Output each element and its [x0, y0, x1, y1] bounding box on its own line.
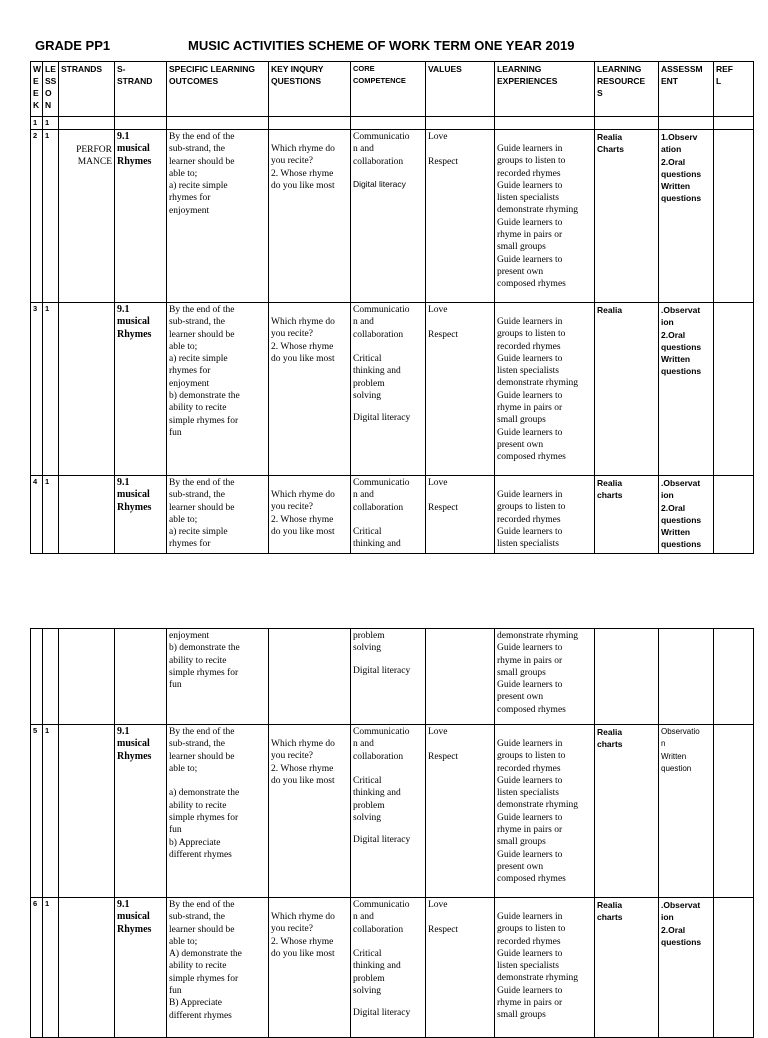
questions-cell: Which rhyme do you recite? 2. Whose rhyme do you like most — [269, 303, 351, 476]
experiences-cell: Guide learners in groups to listen to recorded rhymes Guide learners to listen specialists demonstrate rhyming Guide learners to rhyme in pairs or small groups Guide learners to present own composed rhymes — [495, 130, 595, 303]
table-row — [31, 130, 754, 303]
resources-cell: Realia — [595, 303, 659, 476]
scheme-table — [30, 61, 754, 554]
scheme-table-continued — [30, 628, 754, 1038]
outcomes-cell: By the end of the sub-strand, the learner should be able to; a) recite simple rhymes for enjoyment b) demonstrate the ability to recite simple rhymes for fun — [167, 303, 269, 476]
competence-primary: Communicatio n and collaboration Critical thinking and problem solving — [353, 305, 410, 402]
experiences-cell: Guide learners in groups to listen to recorded rhymes Guide learners to listen specialists demonstrate rhyming Guide learners to rhyme in pairs or small groups Guide learners to present own composed rhymes — [495, 303, 595, 476]
strand-cell — [59, 898, 115, 1038]
assessment-cell: 1.Observ ation 2.Oral questions Written questions — [659, 130, 714, 303]
resources-cell: Realia charts — [595, 725, 659, 898]
experiences-cell: Guide learners in groups to listen to recorded rhymes Guide learners to listen specialists — [495, 476, 595, 554]
competence-digital: Digital literacy — [353, 835, 411, 846]
outcomes-cell: By the end of the sub-strand, the learner should be able to; a) demonstrate the ability to recite simple rhymes for fun b) Appreciate different rhymes — [167, 725, 269, 898]
values-cell: Love Respect — [426, 898, 495, 1038]
col-header-competence: CORE COMPETENCE — [351, 62, 426, 117]
table-row — [31, 629, 754, 725]
col-header-assessment: ASSESSM ENT — [659, 62, 714, 117]
strand-cell — [59, 476, 115, 554]
resources-cell: Realia charts — [595, 476, 659, 554]
outcomes-cell: By the end of the sub-strand, the learner should be able to; A) demonstrate the ability to recite simple rhymes for fun B) Appreciate different rhymes — [167, 898, 269, 1038]
week-cell: 3 — [31, 303, 43, 476]
table-row — [31, 898, 754, 1038]
assessment-cell: .Observat ion 2.Oral questions Written questions — [659, 476, 714, 554]
page-gap — [0, 572, 768, 628]
sub-strand-cell: 9.1 musical Rhymes — [115, 898, 167, 1038]
competence-cell — [351, 303, 426, 476]
competence-cell — [351, 725, 426, 898]
competence-digital: Digital literacy — [353, 665, 411, 676]
outcomes-cell: enjoyment b) demonstrate the ability to recite simple rhymes for fun — [167, 629, 269, 725]
col-header-strands: STRANDS — [59, 62, 115, 117]
week-cell: 2 — [31, 130, 43, 303]
competence-cell: Communicatio n and collaboration Critical thinking and — [351, 476, 426, 554]
col-header-lesson: LE SS O N — [43, 62, 59, 117]
competence-primary: Communicatio n and collaboration — [353, 132, 410, 167]
resources-cell: Realia Charts — [595, 130, 659, 303]
lesson-cell: 1 — [43, 303, 59, 476]
ref-cell — [714, 303, 754, 476]
week-cell: 4 — [31, 476, 43, 554]
week-cell: 5 — [31, 725, 43, 898]
col-header-questions: KEY INQURY QUESTIONS — [269, 62, 351, 117]
experiences-cell: Guide learners in groups to listen to recorded rhymes Guide learners to listen specialists demonstrate rhyming Guide learners to rhyme in pairs or small groups — [495, 898, 595, 1038]
values-cell: Love Respect — [426, 303, 495, 476]
competence-digital: Digital literacy — [353, 413, 411, 424]
week-cell: 1 — [31, 117, 43, 130]
experiences-cell: demonstrate rhyming Guide learners to rhyme in pairs or small groups Guide learners to present own composed rhymes — [495, 629, 595, 725]
col-header-ref: REF L — [714, 62, 754, 117]
questions-cell: Which rhyme do you recite? 2. Whose rhyme do you like most — [269, 476, 351, 554]
strand-cell: PERFOR MANCE — [59, 130, 115, 303]
outcomes-cell: By the end of the sub-strand, the learner should be able to; a) recite simple rhymes for enjoyment — [167, 130, 269, 303]
document-page-2 — [0, 628, 768, 1024]
values-cell: Love Respect — [426, 130, 495, 303]
col-header-resources: LEARNING RESOURCE S — [595, 62, 659, 117]
competence-cell — [351, 898, 426, 1038]
competence-digital: Digital literacy — [353, 178, 406, 189]
questions-cell: Which rhyme do you recite? 2. Whose rhyme do you like most — [269, 725, 351, 898]
sub-strand-cell: 9.1 musical Rhymes — [115, 476, 167, 554]
lesson-cell: 1 — [43, 898, 59, 1038]
strand-cell — [59, 725, 115, 898]
competence-primary: problem solving — [353, 631, 385, 654]
col-header-values: VALUES — [426, 62, 495, 117]
col-header-sub-strand: S- STRAND — [115, 62, 167, 117]
competence-cell — [351, 130, 426, 303]
table-row — [31, 725, 754, 898]
table-row — [31, 117, 754, 130]
table-row — [31, 303, 754, 476]
experiences-cell: Guide learners in groups to listen to recorded rhymes Guide learners to listen specialists demonstrate rhyming Guide learners to rhyme in pairs or small groups Guide learners to present own composed rhymes — [495, 725, 595, 898]
assessment-cell: .Observat ion 2.Oral questions Written questions — [659, 303, 714, 476]
col-header-outcomes: SPECIFIC LEARNING OUTCOMES — [167, 62, 269, 117]
sub-strand-cell: 9.1 musical Rhymes — [115, 303, 167, 476]
ref-cell — [714, 476, 754, 554]
ref-cell — [714, 130, 754, 303]
values-cell: Love Respect — [426, 476, 495, 554]
grade-label: GRADE PP1 — [35, 38, 111, 53]
questions-cell: Which rhyme do you recite? 2. Whose rhyme do you like most — [269, 130, 351, 303]
lesson-cell: 1 — [43, 725, 59, 898]
table-header-row — [31, 62, 754, 117]
lesson-cell: 1 — [43, 117, 59, 130]
col-header-experiences: LEARNING EXPERIENCES — [495, 62, 595, 117]
values-cell: Love Respect — [426, 725, 495, 898]
lesson-cell: 1 — [43, 476, 59, 554]
resources-cell: Realia charts — [595, 898, 659, 1038]
competence-cell — [351, 629, 426, 725]
strand-cell — [59, 303, 115, 476]
competence-digital: Digital literacy — [353, 1008, 411, 1019]
competence-primary: Communicatio n and collaboration Critical thinking and problem solving — [353, 900, 410, 997]
competence-primary: Communicatio n and collaboration Critical thinking and problem solving — [353, 727, 410, 824]
questions-cell: Which rhyme do you recite? 2. Whose rhyme do you like most — [269, 898, 351, 1038]
col-header-week: W E E K — [31, 62, 43, 117]
lesson-cell: 1 — [43, 130, 59, 303]
assessment-cell: Observatio n Written question — [659, 725, 714, 898]
ref-cell — [714, 725, 754, 898]
table-row — [31, 476, 754, 554]
sub-strand-cell: 9.1 musical Rhymes — [115, 725, 167, 898]
ref-cell — [714, 898, 754, 1038]
assessment-cell: .Observat ion 2.Oral questions — [659, 898, 714, 1038]
outcomes-cell: By the end of the sub-strand, the learner should be able to; a) recite simple rhymes for — [167, 476, 269, 554]
document-title: MUSIC ACTIVITIES SCHEME OF WORK TERM ONE YEAR 2019 — [188, 38, 575, 53]
week-cell: 6 — [31, 898, 43, 1038]
sub-strand-cell: 9.1 musical Rhymes — [115, 130, 167, 303]
